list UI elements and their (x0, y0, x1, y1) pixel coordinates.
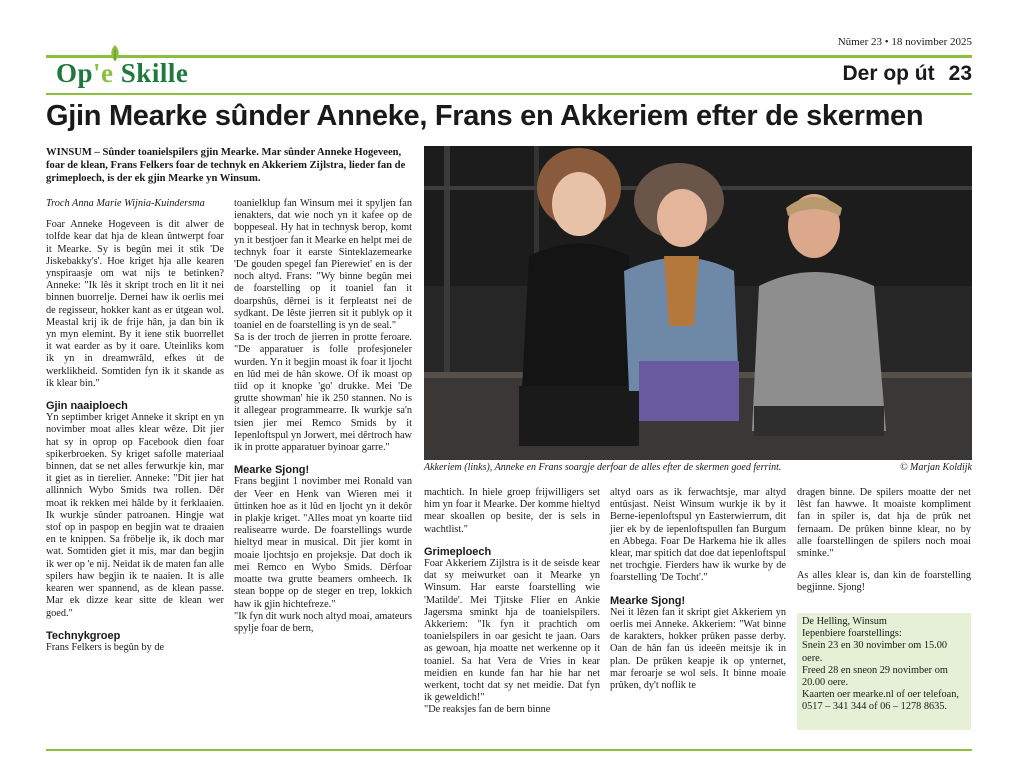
section-header (842, 62, 972, 86)
article-column-5 (797, 487, 971, 595)
paragraph: altyd oars as ik ferwachtsje, mar altyd entûsjast. Neist Winsum wurkje ik by it Berne-iepenloftspul yn Easterwierrum, dit jier ek by de iepenloftspullen fan Burgum en Abbega. Foar De Harkema hie ik alles klear, mar spitich dat doe dat iepenloftspul net trochgie. Fierders haw ik wurke by de foarstelling 'De Tocht'." (610, 487, 786, 584)
info-venue: De Helling, Winsum (802, 616, 887, 627)
paragraph: Yn septimber kriget Anneke it skript en yn novimber moat alles klear wêze. Dit jier hat sy in oprop op Facebook dien foar spikerbroeken. Sy kriget safolle materiaal binnen, dat se net alles ferwurkje kin, mar it giet as in tierelier. Anneke: "Dit jier hat allinnich Wybo Smids twa rollen. Dêr moat ik rekken mei hâlde by it ferklaaien. Ik wurkje sûnder patroanen. Hingje wat stof op in paspop en begjin wat te draaien en te knippen. Sa fröbelje ik, ik doch mar wat. Somtiden giet it mis, mar dan begjin ik wer op 'e nij. Neidat ik de maten fan alle spilers haw begjin ik te naaien. It is alle kearen wer spannend, as de klean passe. Mar ek dizze kear sitte de klean wer goed." (46, 412, 224, 619)
info-sunday-shows: Snein 23 en 30 novimber om 15.00 oere. (802, 640, 948, 664)
subheading: Mearke Sjong! (234, 464, 310, 477)
paragraph: toanielklup fan Winsum mei it spyljen fan ienakters, dat wie noch yn it kafee op de boppeseal. Hy hat in technysk berop, komt yn it bestjoer fan it Mearke en helpt mei de technyk foar it earste Sinteklazemearke 'De gouden spegel fan Pierewiet' en is der noch altyd. Frans: "Wy binne begûn mei de foarstelling op it toaniel fan it doarpshûs, dêrnei is it ferpleatst nei de sydkant. De lêste jierren sit it publyk op it toaniel en de foarstelling is yn de seal." (234, 198, 412, 332)
paragraph: "Ik fyn dit wurk noch altyd moai, amateurs spylje foar de bern, (234, 610, 412, 634)
section-title: Der op út (842, 62, 935, 85)
paragraph: Foar Anneke Hogeveen is dit alwer de tolfde kear dat hja de klean ûntwerpt foar it Mearke. Sy is begûn mei it stik 'De Jiskebakky's'. Hoe kriget hja alle kearen ynspiraasje om wat nijs te betinken? Anneke: "Ik lês it skript troch en lit it nei binnen buorrelje. Dernei haw ik oerlis mei de regisseur, hokker kant as er útgean wol. Meastal krij ik de frije hân, ja dan bin ik yn myn elemint. By it iene stik buorrellet it wat earder as by it oare. Uteinliks kom ik yn in dreamwrâld, efkes út de werklikheid. Somtiden fyn ik it skande as ik klear bin." (46, 219, 224, 389)
paragraph: Frans Felkers is begûn by de (46, 641, 165, 653)
paragraph: As alles klear is, dan kin de foarstelling begjinne. Sjong! (797, 570, 971, 594)
subheading: Mearke Sjong! (610, 594, 686, 607)
byline: Troch Anna Marie Wijnia-Kuindersma (46, 198, 205, 209)
photo-credit: © Marjan Koldijk (899, 462, 972, 473)
info-tickets: Kaarten oer mearke.nl of oer telefoan, 0517 – 341 344 of 06 – 1278 8635. (802, 689, 959, 713)
photo-caption (424, 462, 972, 473)
spacer (797, 560, 971, 570)
header-rule (46, 93, 972, 95)
publication-logo (56, 58, 188, 89)
article-lead: WINSUM – Sûnder toanielspilers gjin Mearke. Mar sûnder Anneke Hogeveen, foar de klean, Frans Felkers foar de technyk en Akkeriem Zijlstra, lieder fan de grimeploech, is der ek gjin Mearke yn Winsum. (46, 147, 406, 184)
issue-date: Nûmer 23 • 18 novimber 2025 (837, 36, 972, 48)
paragraph: Sa is der troch de jierren in protte feroare. "De apparatuer is folle profesjoneler wurden. Yn it begjin moast ik foar it ljocht en lûd mei de hân skowe. Of ik moast op tiid op it knopke 'go' drukke. Mei 'De grutte showman' hie ik 250 stannen. No is it allegear programmearre. Ik wurkje sa'n tsien jier mei Remco Smids by it Iepenloftspul yn Jorwert, mei dêrtroch haw ik in protte apparatuer byinoar garre." (234, 332, 412, 454)
info-evening-shows: Freed 28 en sneon 29 novimber om 20.00 oere. (802, 664, 948, 689)
bottom-rule (46, 749, 972, 751)
article-column-3 (424, 487, 600, 717)
article-column-2 (234, 198, 412, 635)
paragraph: dragen binne. De spilers moatte der net lêst fan hawwe. It moaiste kompliment fan in spiler is, dat hja de prûk net fernaam. De prûken binne klear, no by alle foarstellingen de spilers noch moai sminke." (797, 487, 971, 560)
subheading: Technykgroep (46, 629, 121, 642)
article-headline: Gjin Mearke sûnder Anneke, Frans en Akkeriem efter de skermen (46, 100, 924, 132)
info-heading: Iepenbiere foarstellings: (802, 628, 902, 640)
logo-part-skille: Skille (113, 58, 189, 88)
paragraph: "De reaksjes fan de bern binne (424, 704, 551, 716)
logo-part-op: Op (56, 58, 94, 88)
article-column-1 (46, 198, 224, 654)
paragraph: Foar Akkeriem Zijlstra is it de seisde kear dat sy meiwurket oan it Mearke yn Winsum. Har earste foarstelling wie 'Matilde'. Mei Tjitske Flier en Ankie Jagersma sminkt hja de toanielspilers. Akkeriem: "Ik fyn it prachtich om toanielspilers in oar gesicht te jaan. Oars as gewoan, hja moatte net werkenne op it toaniel. Sa hat Vera de Vries in kear meidien en kunde fan har hie har net werkent, tocht dat sy net meidie. Dat fyn ik geweldich!" (424, 558, 600, 704)
subheading: Gjin naaiploech (46, 400, 128, 413)
article-column-4 (610, 487, 786, 692)
caption-text: Akkeriem (links), Anneke en Frans soargje derfoar de alles efter de skermen goed ferrint. (424, 462, 782, 473)
article-photo (424, 146, 972, 460)
event-info-box (797, 613, 971, 730)
paragraph: machtich. In hiele groep frijwilligers set him yn foar it Mearke. Der komme hieltyd mear skoallen op besite, der is sels in wachtlist." (424, 487, 600, 535)
subheading: Grimeploech (424, 545, 492, 558)
logo-part-apostrophe: 'e (93, 58, 114, 88)
page-number: 23 (948, 62, 972, 85)
paragraph: Nei it lêzen fan it skript giet Akkeriem yn oerlis mei Anneke. Akkeriem: "Wat binne de karakters, hokker prûken passe derby. Oan de hân fan ús ideeën meitsje ik in plan. De prûken keapje ik op ynternet, mar feroarje se wol sels. It binne moaie prûken, dy't noflik te (610, 606, 786, 692)
paragraph: Frans begjint 1 novimber mei Ronald van der Veer en Henk van Wieren mei it ûttinken hoe as it lûd en ljocht yn it dekôr in plakje kriget. "Alles moat yn koarte tiid realisearre wurde. De foarstellings wurde hieltyd mear in musical. Dit jier komt in moaie ljochtsjo en projeksje. Dat doch ik mei Remco en Wybo Smids. Dêrfoar moatte twa grutte beamers omheech. Ik stean boppe op de steger en trep, lokkich haw ik gjin hichtefreze." (234, 476, 412, 610)
photo-illustration (424, 146, 972, 460)
